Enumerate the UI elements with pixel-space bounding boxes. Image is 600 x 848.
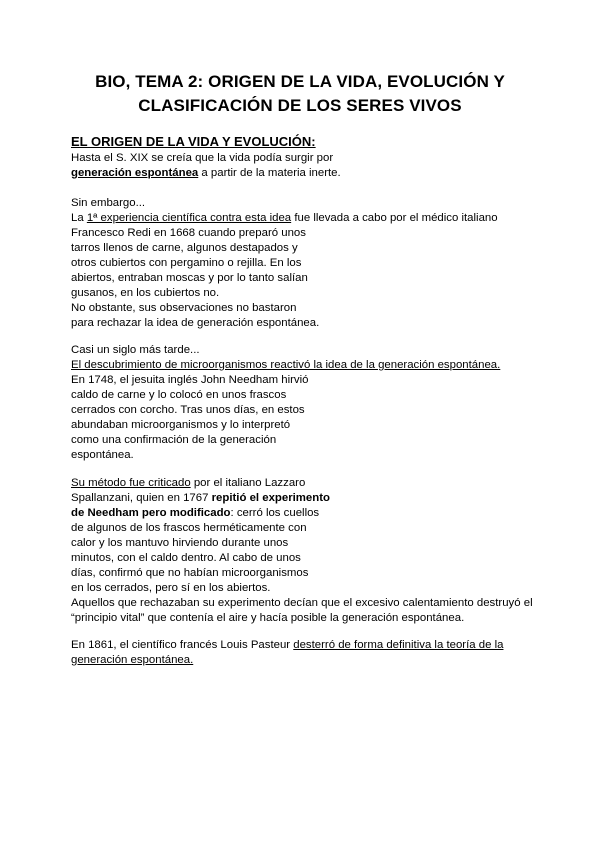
- paragraph-2-line-6: gusanos, en los cubiertos no.: [71, 287, 220, 299]
- paragraph-3-intro: Casi un siglo más tarde...: [71, 344, 200, 356]
- paragraph-5-line-1: [71, 638, 503, 653]
- document-title-line-2: CLASIFICACIÓN DE LOS SERES VIVOS: [138, 96, 462, 115]
- paragraph-2-intro: Sin embargo...: [71, 197, 146, 209]
- paragraph-4-line-6: minutos, con el caldo dentro. Al cabo de unos: [71, 552, 301, 564]
- paragraph-4-line-9: Aquellos que rechazaban su experimento decían que el excesivo calentamiento destruyó el: [71, 597, 533, 609]
- paragraph-2-line-4: otros cubiertos con pergamino o rejilla. En los: [71, 257, 302, 269]
- paragraph-5-underlined-1: desterró de forma definitiva la teoría de la: [293, 639, 504, 651]
- paragraph-3-line-6: como una confirmación de la generación: [71, 434, 277, 446]
- paragraph-4-line-7: días, confirmó que no habían microorganismos: [71, 567, 309, 579]
- paragraph-4-line-2-pre: Spallanzani, quien en 1767: [71, 492, 212, 504]
- paragraph-4-line-4: de algunos de los frascos herméticamente con: [71, 522, 307, 534]
- paragraph-4-line-1: [71, 476, 305, 491]
- paragraph-1-line-1: Hasta el S. XIX se creía que la vida podía surgir por: [71, 152, 334, 164]
- paragraph-4-line-3: [71, 506, 319, 521]
- section-heading: EL ORIGEN DE LA VIDA Y EVOLUCIÓN:: [71, 134, 316, 149]
- paragraph-5-line-1-pre: En 1861, el científico francés Louis Pasteur: [71, 639, 294, 651]
- paragraph-2-line-1-pre: La: [71, 212, 87, 224]
- paragraph-2-line-7: No obstante, sus observaciones no bastaron: [71, 302, 297, 314]
- paragraph-4-line-3-post: : cerró los cuellos: [230, 507, 320, 519]
- paragraph-3-line-2: En 1748, el jesuita inglés John Needham hirvió: [71, 374, 309, 386]
- paragraph-4-line-2: [71, 491, 330, 506]
- paragraph-1-line-2-text: a partir de la materia inerte.: [198, 167, 341, 179]
- paragraph-3-line-4: cerrados con corcho. Tras unos días, en estos: [71, 404, 305, 416]
- paragraph-2-line-5: abiertos, entraban moscas y por lo tanto salían: [71, 272, 308, 284]
- term-generacion-espontanea: generación espontánea: [71, 167, 199, 179]
- paragraph-4-bold-1: repitió el experimento: [211, 492, 330, 504]
- paragraph-3-line-5: abundaban microorganismos y lo interpretó: [71, 419, 291, 431]
- paragraph-2-line-1-post: fue llevada a cabo por el médico italiano: [291, 212, 498, 224]
- paragraph-2-underlined: 1ª experiencia científica contra esta idea: [86, 212, 292, 224]
- paragraph-5-line-2: generación espontánea.: [71, 654, 194, 666]
- document-title-line-1: BIO, TEMA 2: ORIGEN DE LA VIDA, EVOLUCIÓN Y: [95, 72, 505, 91]
- paragraph-4-underlined: Su método fue criticado: [71, 477, 191, 489]
- paragraph-2-line-1: [71, 211, 498, 226]
- paragraph-2-line-3: tarros llenos de carne, algunos destapados y: [71, 242, 298, 254]
- paragraph-3-line-7: espontánea.: [71, 449, 134, 461]
- paragraph-4-line-1-post: por el italiano Lazzaro: [190, 477, 306, 489]
- paragraph-4-bold-2: de Needham pero modificado: [71, 507, 231, 519]
- paragraph-3-line-3: caldo de carne y lo colocó en unos frascos: [71, 389, 287, 401]
- paragraph-1-line-2: [71, 166, 341, 181]
- paragraph-4-line-8: en los cerrados, pero sí en los abiertos.: [71, 582, 271, 594]
- paragraph-2-line-2: Francesco Redi en 1668 cuando preparó unos: [71, 227, 306, 239]
- paragraph-2-line-8: para rechazar la idea de generación espontánea.: [71, 317, 320, 329]
- paragraph-4-line-5: calor y los mantuvo hirviendo durante unos: [71, 537, 289, 549]
- paragraph-3-underlined-line: El descubrimiento de microorganismos reactivó la idea de la generación espontánea.: [71, 359, 501, 371]
- paragraph-4-line-10: “principio vital” que contenía el aire y hacía posible la generación espontánea.: [71, 612, 465, 624]
